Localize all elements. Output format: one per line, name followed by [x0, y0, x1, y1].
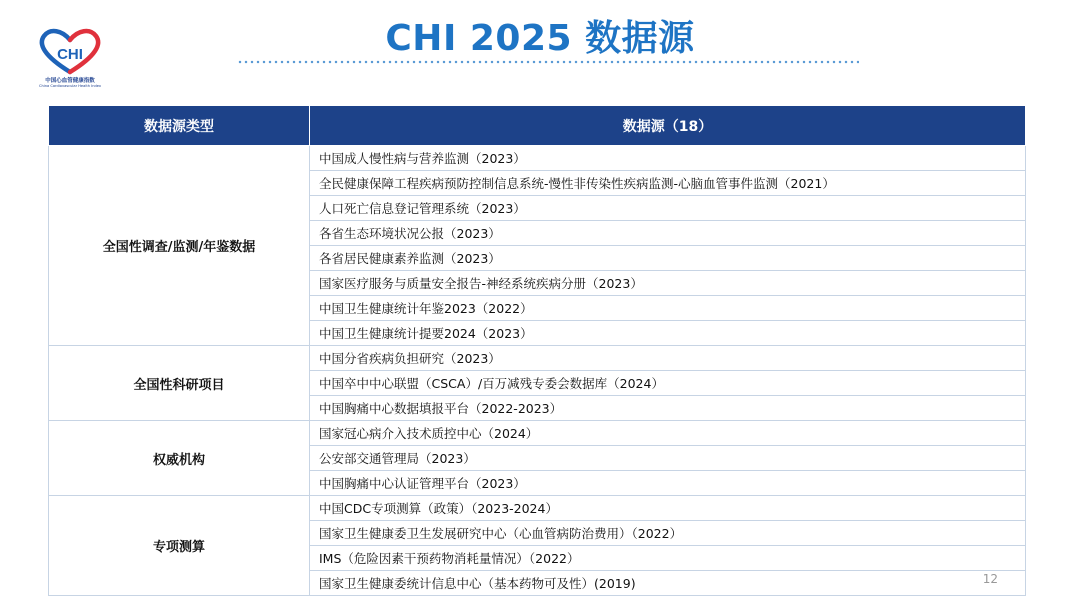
source-cell: 人口死亡信息登记管理系统（2023） [310, 196, 1026, 221]
logo-en-text: China Cardiovascular Health Index [38, 84, 102, 88]
source-cell: 中国胸痛中心认证管理平台（2023） [310, 471, 1026, 496]
source-cell: 公安部交通管理局（2023） [310, 446, 1026, 471]
source-cell: 各省生态环境状况公报（2023） [310, 221, 1026, 246]
page-title: CHI 2025 数据源 [385, 18, 695, 59]
category-cell: 权威机构 [49, 421, 310, 496]
source-cell: 国家冠心病介入技术质控中心（2024） [310, 421, 1026, 446]
source-cell: IMS（危险因素干预药物消耗量情况）（2022） [310, 546, 1026, 571]
source-cell: 中国卫生健康统计提要2024（2023） [310, 321, 1026, 346]
source-cell: 中国卫生健康统计年鉴2023（2022） [310, 296, 1026, 321]
title-dotted-divider [237, 60, 859, 64]
source-cell: 全民健康保障工程疾病预防控制信息系统-慢性非传染性疾病监测-心脑血管事件监测（2021） [310, 171, 1026, 196]
logo-text: CHI [57, 46, 83, 63]
page-number: 12 [982, 572, 998, 586]
category-cell: 全国性科研项目 [49, 346, 310, 421]
table-row [49, 496, 1026, 521]
source-cell: 国家卫生健康委卫生发展研究中心（心血管病防治费用）（2022） [310, 521, 1026, 546]
source-cell: 中国成人慢性病与营养监测（2023） [310, 146, 1026, 171]
header-sources: 数据源（18） [310, 106, 1026, 146]
table-header-row [49, 106, 1026, 146]
header-source-type: 数据源类型 [49, 106, 310, 146]
data-source-table [48, 105, 1026, 596]
source-cell: 各省居民健康素养监测（2023） [310, 246, 1026, 271]
source-cell: 国家卫生健康委统计信息中心（基本药物可及性）(2019) [310, 571, 1026, 596]
table-row [49, 346, 1026, 371]
source-cell: 国家医疗服务与质量安全报告-神经系统疾病分册（2023） [310, 271, 1026, 296]
source-cell: 中国分省疾病负担研究（2023） [310, 346, 1026, 371]
source-cell: 中国胸痛中心数据填报平台（2022-2023） [310, 396, 1026, 421]
logo-cn-text: 中国心血管健康指数 [45, 78, 95, 84]
category-cell: 全国性调查/监测/年鉴数据 [49, 146, 310, 346]
source-cell: 中国卒中中心联盟（CSCA）/百万减残专委会数据库（2024） [310, 371, 1026, 396]
source-cell: 中国CDC专项测算（政策）（2023-2024） [310, 496, 1026, 521]
table-row [49, 146, 1026, 171]
table-row [49, 421, 1026, 446]
category-cell: 专项测算 [49, 496, 310, 596]
